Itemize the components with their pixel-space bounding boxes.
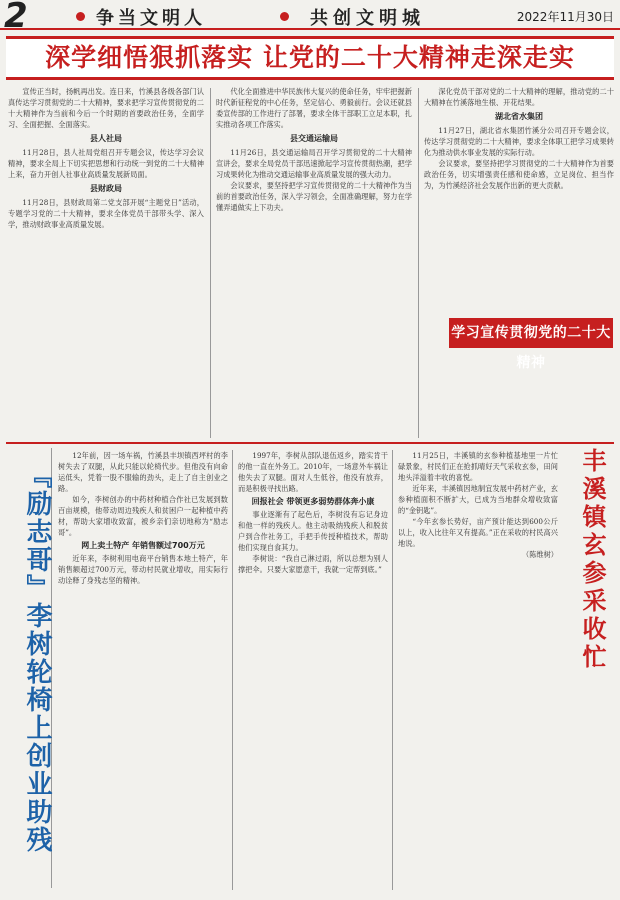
- paragraph: “今年玄参长势好，亩产预计能达到600公斤以上，收入比往年又有提高。”正在采收的村民高兴地说。: [398, 517, 558, 548]
- paragraph: 如今，李树创办的中药材种植合作社已发展到数百亩规模，他带动周边残疾人和贫困户一起种植中药材，帮助大家增收致富，被乡亲们亲切地称为“励志哥”。: [58, 495, 228, 537]
- subheading: 县财政局: [90, 184, 122, 193]
- page-number: 2: [4, 0, 28, 36]
- subheading: 湖北省水集团: [495, 112, 543, 121]
- paragraph: 11月28日，县人社局党组召开专题会议，传达学习会议精神，要求全局上下切实把思想和行动统一到党的二十大精神上来，奋力开创人社事业高质量发展新局面。: [8, 148, 204, 179]
- paragraph: 11月28日，县财政局第二党支部开展“主题党日”活动，专题学习党的二十大精神，要求全体党员干部带头学、深入学，推动财政事业高质量发展。: [8, 198, 204, 229]
- section-title-left: 争当文明人: [96, 8, 206, 29]
- paragraph: 事业逐渐有了起色后，李树没有忘记身边和他一样的残疾人。他主动吸纳残疾人和脱贫户到合作社务工，手把手传授种植技术，帮助他们实现自食其力。: [238, 510, 388, 552]
- paragraph: 宣传正当时，扬帆再出发。连日来，竹溪县各级各部门认真传达学习贯彻党的二十大精神，要求把学习宣传贯彻党的二十大精神作为当前和今后一个时期的首要政治任务，全面学习、全面把握、全面落实。: [8, 87, 204, 129]
- subheading: 回报社会 带领更多弱势群体奔小康: [251, 497, 375, 506]
- column-divider: [392, 450, 393, 890]
- main-headline: 深学细悟狠抓落实 让党的二十大精神走深走实: [6, 36, 614, 80]
- byline: （陈维树）: [522, 550, 558, 559]
- decor-dot-icon: [76, 12, 85, 21]
- story-title-right: 丰溪镇玄参采收忙: [578, 448, 606, 672]
- page-header: [0, 0, 620, 36]
- column-divider: [210, 88, 211, 438]
- paragraph: 深化党员干部对党的二十大精神的理解，推动党的二十大精神在竹溪落地生根、开花结果。: [424, 87, 614, 107]
- paragraph: 近年来，丰溪镇因地制宜发展中药材产业，玄参种植面积不断扩大，已成为当地群众增收致富的“金钥匙”。: [398, 484, 558, 515]
- paragraph: 代化全面推进中华民族伟大复兴的使命任务，牢牢把握新时代新征程党的中心任务，坚定信心、勇毅前行。会议还就县委宣传部的工作进行了部署，要求全体干部职工立足本职，扎实推动各项工作落实。: [216, 87, 412, 129]
- paragraph: 会议要求，要坚持把学习贯彻党的二十大精神作为首要政治任务，切实增强责任感和使命感，立足岗位、担当作为，为竹溪经济社会发展作出新的更大贡献。: [424, 159, 614, 190]
- paragraph: 11月27日，湖北省水集团竹溪分公司召开专题会议，传达学习贯彻党的二十大精神，要求全体职工把学习成果转化为推动供水事业发展的实际行动。: [424, 126, 614, 157]
- paragraph: 1997年，李树从部队退伍返乡，踏实肯干的他一直在外务工。2010年，一场意外车祸让他失去了双腿。面对人生低谷，他没有放弃，而是积极寻找出路。: [238, 451, 388, 493]
- story-column-2: [238, 450, 388, 890]
- column-divider: [232, 450, 233, 890]
- decor-dot-icon: [280, 12, 289, 21]
- subheading: 县交通运输局: [290, 134, 338, 143]
- section-title-right: 共创文明城: [310, 8, 425, 29]
- story-column-3: [398, 450, 558, 890]
- subheading: 县人社局: [90, 134, 122, 143]
- story-title-left: 『励志哥』李树轮椅上创业助残: [22, 462, 52, 854]
- paragraph: 近年来，李树利用电商平台销售本地土特产，年销售额超过700万元，带动村民就业增收，用实际行动诠释了身残志坚的精神。: [58, 554, 228, 585]
- paragraph: 会议要求，要坚持把学习宣传贯彻党的二十大精神作为当前的首要政治任务，深入学习领会，全面准确理解，努力在学懂弄通做实上下功夫。: [216, 181, 412, 212]
- issue-date: 2022年11月30日: [516, 10, 614, 24]
- article-column-2: [216, 86, 412, 438]
- paragraph: 12年前，因一场车祸，竹溪县丰坝镇西坪村的李树失去了双腿，从此只能以轮椅代步。但他没有向命运低头，凭着一股不服输的劲头，走上了自主创业之路。: [58, 451, 228, 493]
- paragraph: 11月26日，县交通运输局召开学习贯彻党的二十大精神宣讲会，要求全局党员干部迅速掀起学习宣传贯彻热潮，把学习成果转化为推动交通运输事业高质量发展的强大动力。: [216, 148, 412, 179]
- article-column-1: [8, 86, 204, 438]
- paragraph: 李树说：“我自己淋过雨，所以总想为别人撑把伞。只要大家愿意干，我就一定帮到底。”: [238, 554, 388, 574]
- story-column-1: [58, 450, 228, 890]
- subheading: 网上卖土特产 年销售额过700万元: [81, 541, 205, 550]
- paragraph: 11月25日，丰溪镇的玄参种植基地里一片忙碌景象，村民们正在抢抓晴好天气采收玄参，田间地头洋溢着丰收的喜悦。: [398, 451, 558, 482]
- campaign-banner: 学习宣传贯彻党的二十大精神: [449, 318, 613, 348]
- article-column-3: [424, 86, 614, 314]
- column-divider: [418, 88, 419, 438]
- section-divider: [6, 442, 614, 444]
